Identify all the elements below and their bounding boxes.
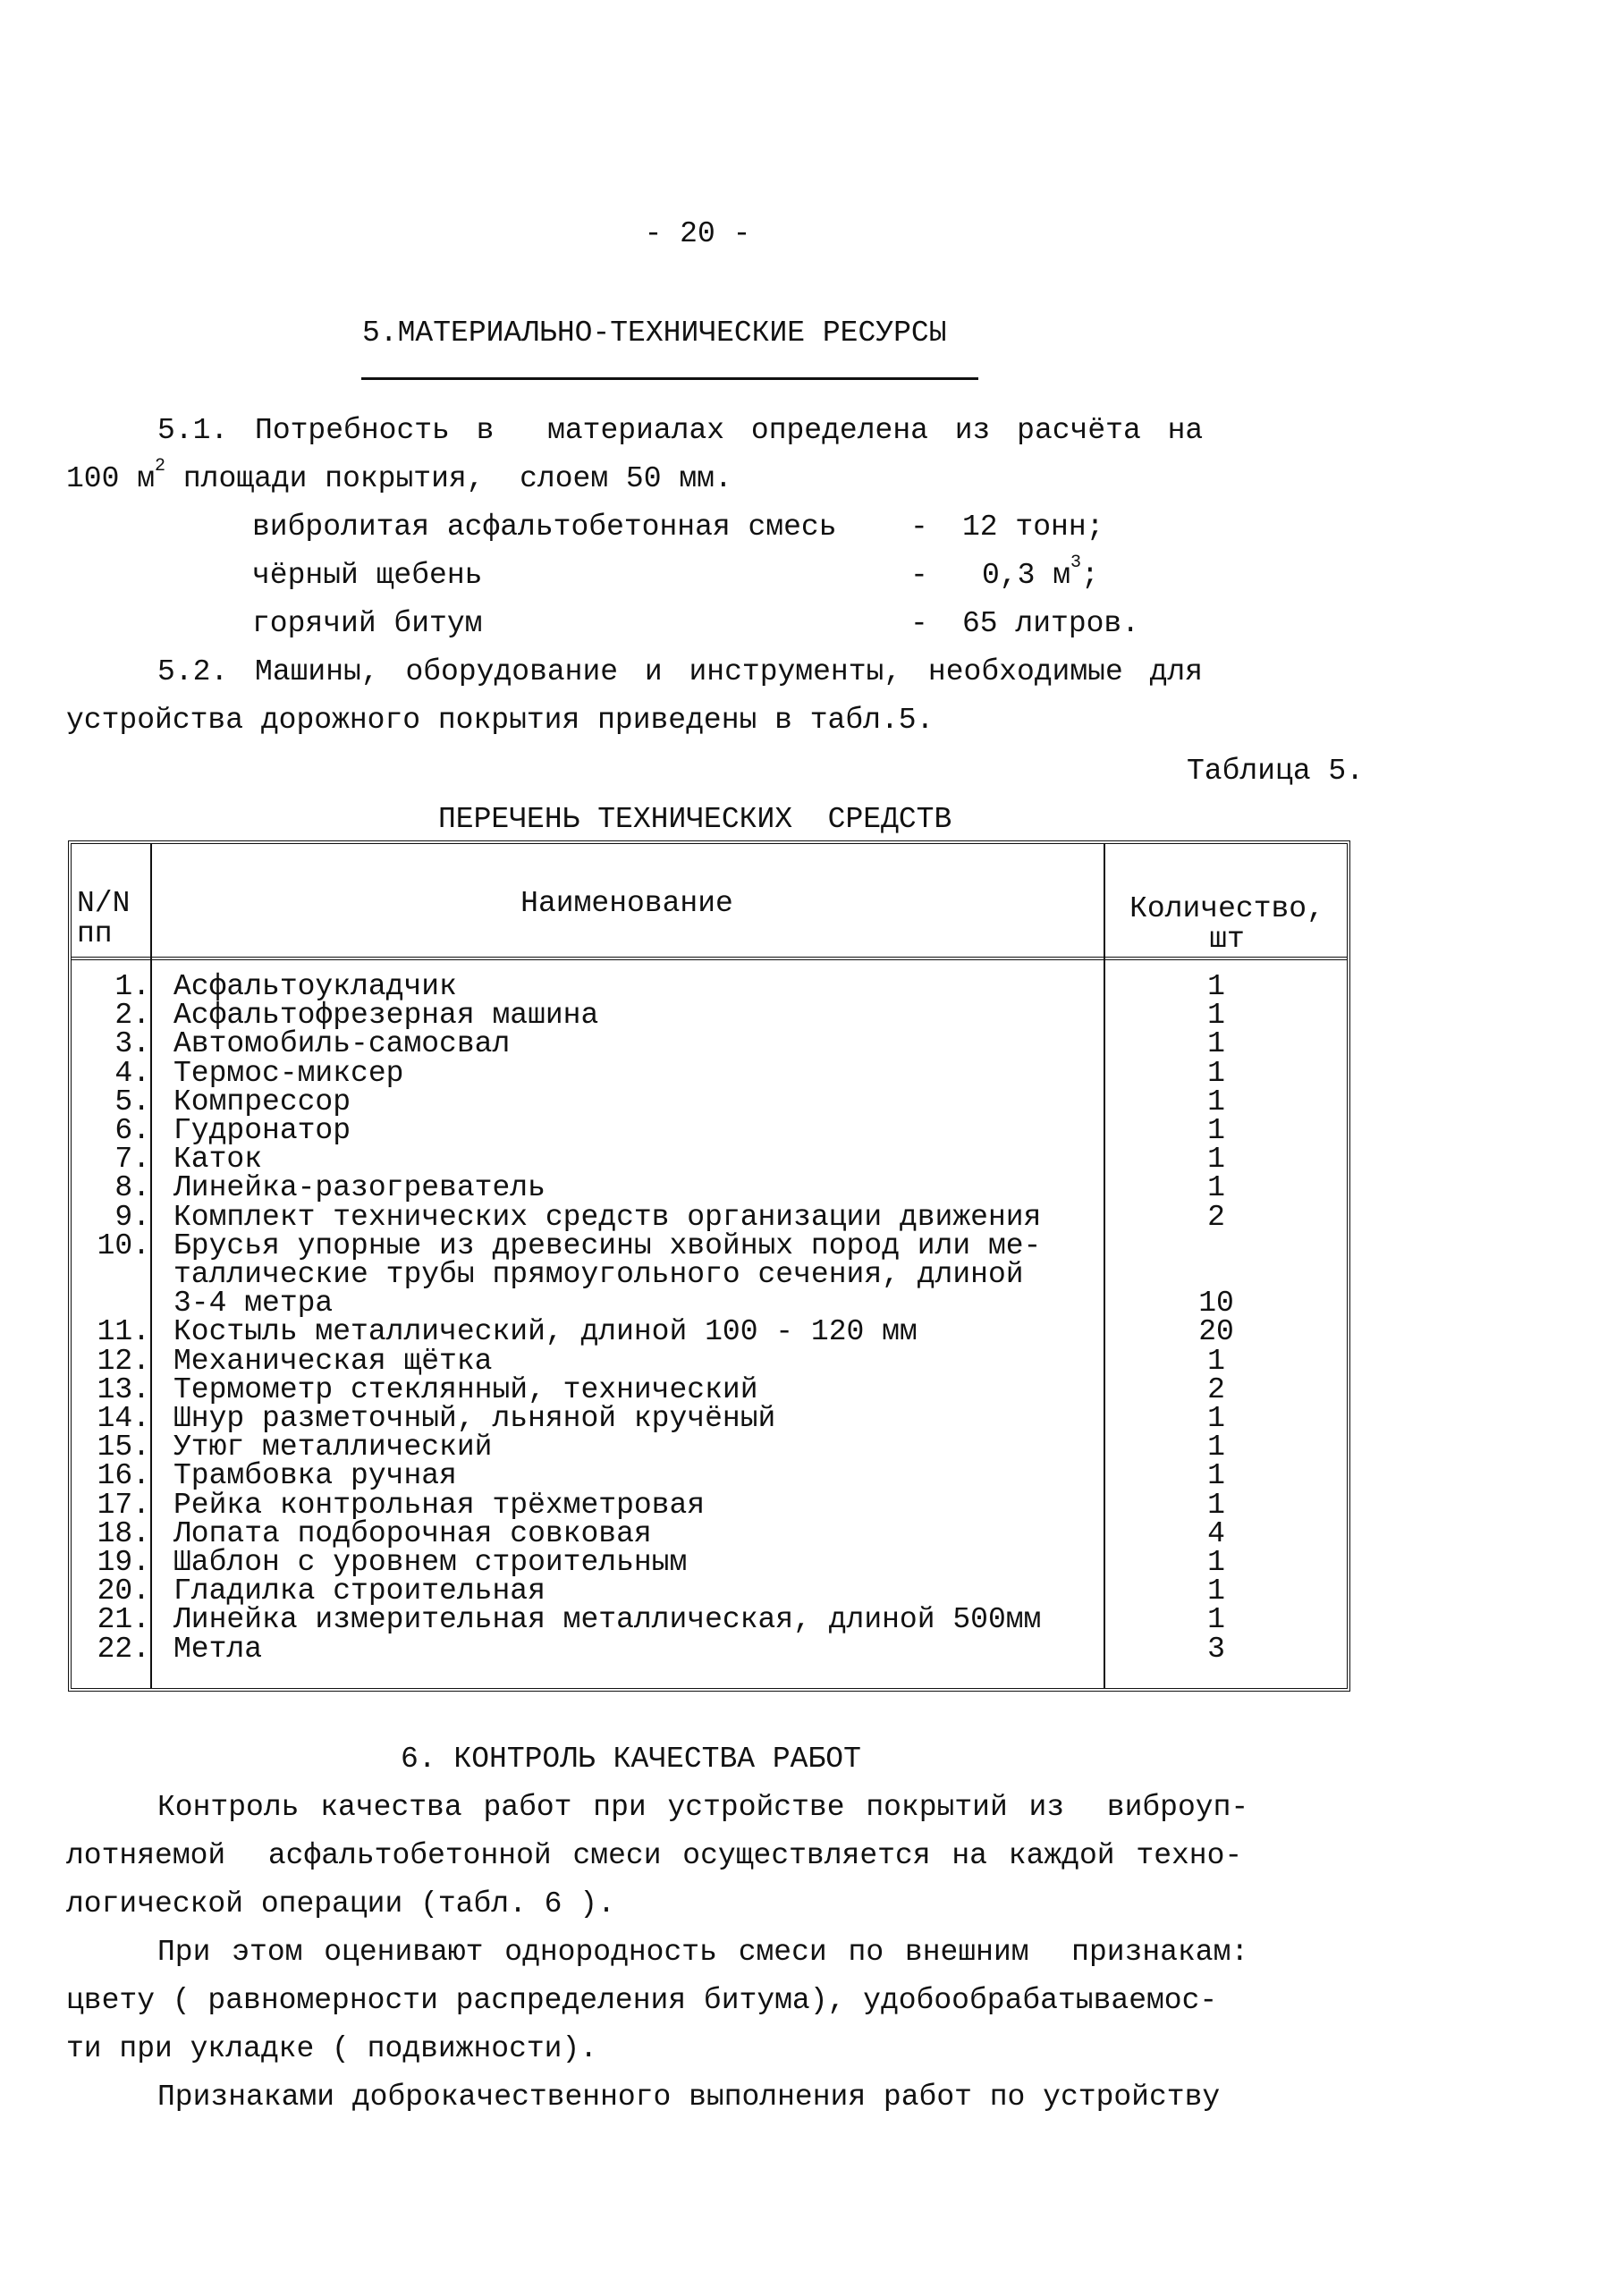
table-row bbox=[72, 1200, 1347, 1234]
table-row bbox=[72, 1459, 1347, 1493]
row-name: Шнур разметочный, льняной кручёный bbox=[173, 1402, 776, 1435]
table-row bbox=[72, 1287, 1347, 1321]
title-underline bbox=[361, 377, 978, 380]
table-row bbox=[72, 1228, 1347, 1262]
row-name: Автомобиль-самосвал bbox=[173, 1027, 511, 1061]
row-number: 16. bbox=[97, 1459, 150, 1493]
row-quantity: 1 bbox=[1207, 999, 1225, 1033]
row-name: Линейка измерительная металлическая, длиной 500мм bbox=[173, 1603, 1042, 1637]
header-number-line-1: N/N bbox=[77, 887, 131, 920]
material-name: чёрный щебень bbox=[252, 559, 483, 592]
header-divider bbox=[72, 957, 1347, 960]
row-quantity: 1 bbox=[1207, 1027, 1225, 1061]
table-row bbox=[72, 1143, 1347, 1177]
row-quantity: 1 bbox=[1207, 1114, 1225, 1147]
text-line: логической операции (табл. 6 ). bbox=[66, 1887, 615, 1920]
row-quantity: 1 bbox=[1207, 1431, 1225, 1465]
paragraph-5-2-line-2: устройства дорожного покрытия приведены в табл.5. bbox=[66, 704, 935, 737]
row-quantity: 1 bbox=[1207, 1056, 1225, 1090]
row-name: Рейка контрольная трёхметровая bbox=[173, 1488, 706, 1522]
table-row bbox=[72, 1085, 1347, 1118]
row-number: 8. bbox=[114, 1171, 150, 1205]
row-number: 12. bbox=[97, 1344, 150, 1378]
text-line: ти при укладке ( подвижности). bbox=[66, 2032, 598, 2065]
table-row bbox=[72, 1574, 1347, 1608]
row-number: 13. bbox=[97, 1372, 150, 1406]
row-name: Гудронатор bbox=[173, 1114, 351, 1147]
row-name: Асфальтофрезерная машина bbox=[173, 999, 599, 1033]
row-name: Метла bbox=[173, 1632, 263, 1666]
row-name: Трамбовка ручная bbox=[173, 1459, 457, 1493]
header-name: Наименование bbox=[520, 887, 733, 920]
table-row bbox=[72, 1372, 1347, 1406]
row-name: Костыль металлический, длиной 100 - 120 мм bbox=[173, 1315, 918, 1349]
material-name: вибролитая асфальтобетонная смесь bbox=[252, 511, 837, 544]
row-name: Асфальтоукладчик bbox=[173, 970, 457, 1003]
row-number: 18. bbox=[97, 1516, 150, 1550]
row-name: Термометр стеклянный, технический bbox=[173, 1372, 758, 1406]
row-quantity: 1 bbox=[1207, 1546, 1225, 1579]
row-quantity: 1 bbox=[1207, 1085, 1225, 1118]
row-quantity: 2 bbox=[1207, 1200, 1225, 1234]
row-name: Комплект технических средств организации движения bbox=[173, 1200, 1042, 1234]
row-number: 1. bbox=[114, 970, 150, 1003]
material-amount: 12 тонн; bbox=[962, 511, 1104, 544]
row-number: 10. bbox=[97, 1228, 150, 1262]
row-name: Шаблон с уровнем строительным bbox=[173, 1546, 688, 1579]
row-number: 11. bbox=[97, 1315, 150, 1349]
row-number: 7. bbox=[114, 1143, 150, 1177]
row-number: 4. bbox=[114, 1056, 150, 1090]
row-number: 6. bbox=[114, 1114, 150, 1147]
row-quantity: 1 bbox=[1207, 1488, 1225, 1522]
table-row bbox=[72, 1603, 1347, 1637]
row-quantity: 20 bbox=[1198, 1315, 1234, 1349]
table-row bbox=[72, 1516, 1347, 1550]
table-row bbox=[72, 1402, 1347, 1435]
table-row bbox=[72, 1027, 1347, 1061]
row-name: таллические трубы прямоугольного сечения, длиной bbox=[173, 1258, 1024, 1291]
row-quantity: 1 bbox=[1207, 970, 1225, 1003]
equipment-table bbox=[68, 840, 1350, 1692]
row-name: Линейка-разогреватель bbox=[173, 1171, 546, 1205]
section-5-title: 5.МАТЕРИАЛЬНО-ТЕХНИЧЕСКИЕ РЕСУРСЫ bbox=[362, 317, 947, 350]
text-line: Контроль качества работ при устройстве покрытий из виброуп- bbox=[157, 1791, 1249, 1824]
row-name: Гладилка строительная bbox=[173, 1574, 546, 1608]
table-row bbox=[72, 1114, 1347, 1147]
table-row bbox=[72, 1632, 1347, 1666]
table-title: ПЕРЕЧЕНЬ ТЕХНИЧЕСКИХ СРЕДСТВ bbox=[438, 803, 952, 836]
header-quantity-line-2: шт bbox=[1209, 923, 1245, 956]
table-row bbox=[72, 1488, 1347, 1522]
row-quantity: 1 bbox=[1207, 1143, 1225, 1177]
text-line: лотняемой асфальтобетонной смеси осуществляется на каждой техно- bbox=[66, 1839, 1243, 1872]
row-number: 19. bbox=[97, 1546, 150, 1579]
header-number-line-2: пп bbox=[77, 917, 113, 950]
row-number: 21. bbox=[97, 1603, 150, 1637]
material-amount: 65 литров. bbox=[962, 607, 1140, 640]
material-name: горячий битум bbox=[252, 607, 483, 640]
row-number: 22. bbox=[97, 1632, 150, 1666]
row-number: 5. bbox=[114, 1085, 150, 1118]
row-number: 14. bbox=[97, 1402, 150, 1435]
row-quantity: 1 bbox=[1207, 1459, 1225, 1493]
row-quantity: 4 bbox=[1207, 1516, 1225, 1550]
paragraph-5-1-line-2: 100 $м^2$ площади покрытия, слоем 50 мм. bbox=[66, 456, 732, 495]
row-quantity: 1 bbox=[1207, 1171, 1225, 1205]
table-row bbox=[72, 1315, 1347, 1349]
row-number: 2. bbox=[114, 999, 150, 1033]
material-dash: - bbox=[910, 607, 928, 640]
material-amount: 0,3 $м^3$; bbox=[982, 553, 1099, 592]
row-quantity: 1 bbox=[1207, 1574, 1225, 1608]
row-name: Термос-миксер bbox=[173, 1056, 404, 1090]
material-dash: - bbox=[910, 511, 928, 544]
header-quantity-line-1: Количество, bbox=[1129, 892, 1324, 925]
table-row bbox=[72, 1056, 1347, 1090]
row-name: Компрессор bbox=[173, 1085, 351, 1118]
text-line: При этом оценивают однородность смеси по внешним признакам: bbox=[157, 1936, 1249, 1969]
row-number: 3. bbox=[114, 1027, 150, 1061]
row-number: 9. bbox=[114, 1200, 150, 1234]
table-row bbox=[72, 1546, 1347, 1579]
row-name: Каток bbox=[173, 1143, 263, 1177]
row-quantity: 3 bbox=[1207, 1632, 1225, 1666]
paragraph-5-1-line-1: 5.1. Потребность в материалах определена из расчёта на bbox=[157, 414, 1204, 447]
row-number: 20. bbox=[97, 1574, 150, 1608]
page-number: - 20 - bbox=[644, 217, 751, 250]
row-name: 3-4 метра bbox=[173, 1287, 334, 1321]
text-line: Признаками доброкачественного выполнения работ по устройству bbox=[157, 2081, 1221, 2114]
row-number: 17. bbox=[97, 1488, 150, 1522]
table-row bbox=[72, 1431, 1347, 1465]
row-quantity: 10 bbox=[1198, 1287, 1234, 1321]
text-line: цвету ( равномерности распределения битума), удобообрабатываемос- bbox=[66, 1984, 1218, 2017]
table-row bbox=[72, 1171, 1347, 1205]
table-row bbox=[72, 1258, 1347, 1291]
section-6-title: 6. КОНТРОЛЬ КАЧЕСТВА РАБОТ bbox=[401, 1743, 861, 1776]
row-quantity: 1 bbox=[1207, 1402, 1225, 1435]
row-quantity: 2 bbox=[1207, 1372, 1225, 1406]
table-row bbox=[72, 999, 1347, 1033]
row-name: Лопата подборочная совковая bbox=[173, 1516, 652, 1550]
row-name: Утюг металлический bbox=[173, 1431, 493, 1465]
row-quantity: 1 bbox=[1207, 1344, 1225, 1378]
material-dash: - bbox=[910, 559, 928, 592]
row-quantity: 1 bbox=[1207, 1603, 1225, 1637]
paragraph-5-2-line-1: 5.2. Машины, оборудование и инструменты, необходимые для bbox=[157, 655, 1203, 688]
row-name: Механическая щётка bbox=[173, 1344, 493, 1378]
table-label: Таблица 5. bbox=[1187, 755, 1365, 788]
table-row bbox=[72, 970, 1347, 1003]
row-number: 15. bbox=[97, 1431, 150, 1465]
row-name: Брусья упорные из древесины хвойных пород или ме- bbox=[173, 1228, 1042, 1262]
table-row bbox=[72, 1344, 1347, 1378]
